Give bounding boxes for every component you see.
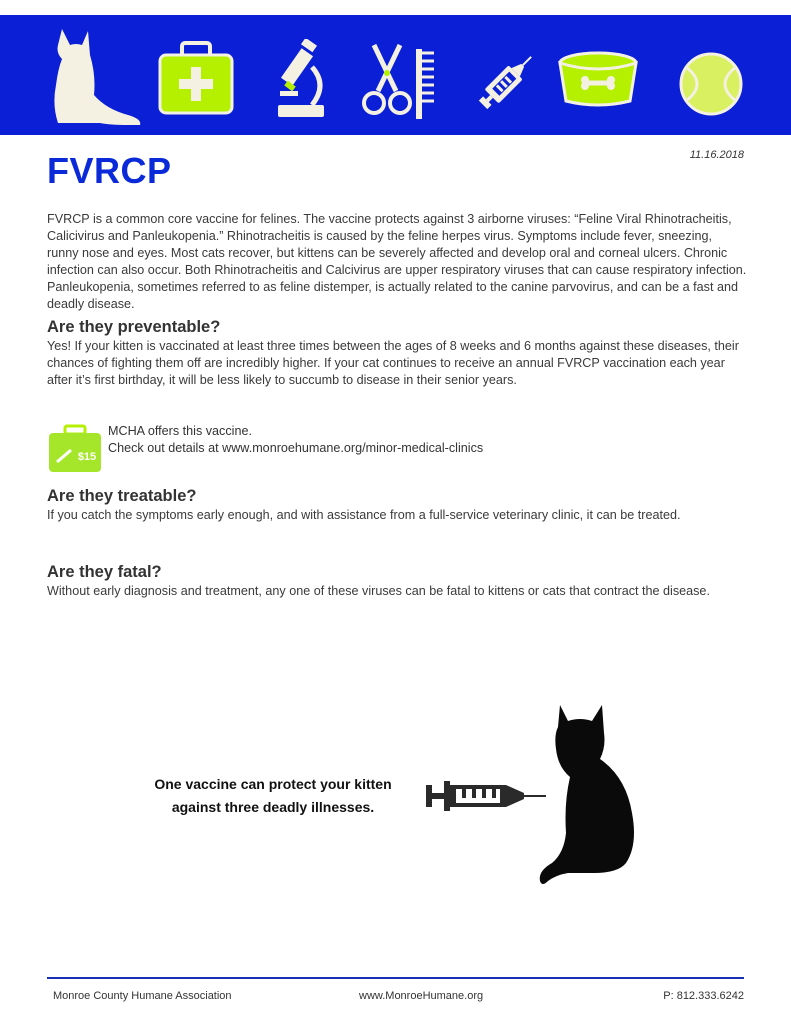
syringe-icon [468,43,542,123]
body-preventable: Yes! If your kitten is vaccinated at least three times between the ages of 8 weeks and 6 months against these diseases, their chances of fighting them off are incredibly higher. If your cat continues to receive an annual FVRCP vaccination each year after it’s first birthday, it will be less likely to succumb to disease in their senior years. [47,339,739,387]
tagline [128,773,418,819]
body-fatal: Without early diagnosis and treatment, any one of these viruses can be fatal to kittens or cats that contract the disease. [47,584,710,598]
heading-fatal: Are they fatal? [47,563,162,581]
medical-kit-icon [158,37,234,119]
heading-treatable: Are they treatable? [47,487,197,505]
cat-silhouette-icon [534,703,652,889]
tagline-line-1: One vaccine can protect your kitten [154,776,392,792]
page-title: FVRCP [47,150,172,191]
microscope-icon [272,39,330,121]
body-treatable: If you catch the symptoms early enough, and with assistance from a full-service veterinary clinic, it can be treated. [47,508,681,522]
footer-divider [47,977,744,979]
scissors-comb-icon [362,41,440,123]
price-badge-label: $15 [77,451,97,463]
pet-bowl-icon [556,51,640,109]
offer-block [108,423,483,457]
header-banner [0,15,791,135]
footer-phone: P: 812.333.6242 [663,990,744,1002]
footer-org: Monroe County Humane Association [53,990,232,1002]
intro-paragraph: FVRCP is a common core vaccine for felines. The vaccine protects against 3 airborne viruses: “Feline Viral Rhinotracheitis, Calicivirus and Panleukopenia.” Rhinotracheitis is caused by the feline herpes virus. Symptoms include fever, sneezing, runny nose and eyes. Most cats recover, but kittens can be severely affected and develop oral and corneal ulcers. Chronic infection can also occur. Both Rhinotracheitis and Calcivirus are upper respiratory viruses that can cause respiratory infection. Panleukopenia, sometimes referred to as feline distemper, is actually related to the canine parvovirus, and can be a fast and deadly disease. [47,212,747,311]
document-date: 11.16.2018 [689,149,744,161]
syringe-illustration-icon [426,779,548,813]
offer-details-link[interactable]: Check out details at www.monroehumane.org/minor-medical-clinics [108,441,484,455]
cat-icon [50,25,145,133]
footer-website-link[interactable]: www.MonroeHumane.org [359,990,484,1002]
ball-icon [678,51,744,117]
tagline-line-2: against three deadly illnesses. [171,799,375,815]
price-badge-icon [47,424,103,474]
heading-preventable: Are they preventable? [47,318,221,336]
offer-line-1: MCHA offers this vaccine. [108,424,252,438]
